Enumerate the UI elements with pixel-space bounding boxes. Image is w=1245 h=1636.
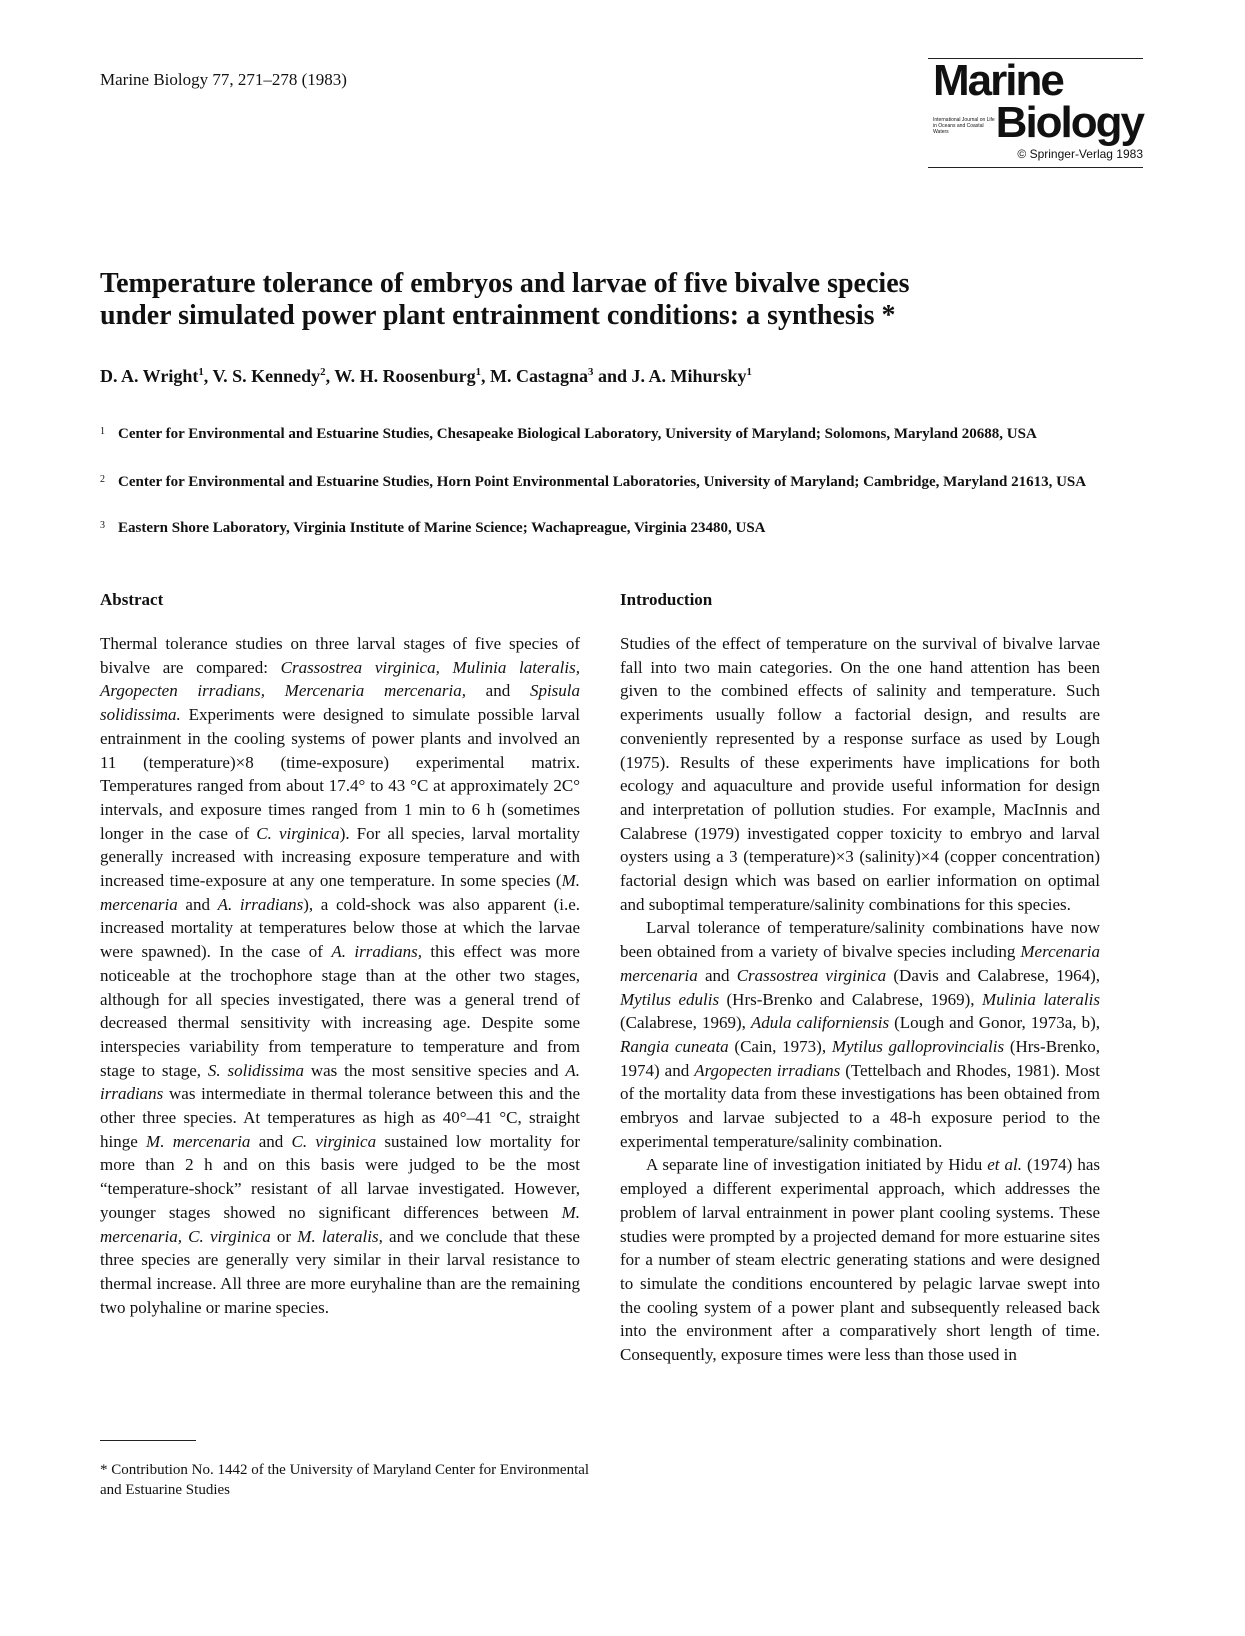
journal-logo xyxy=(928,58,1143,168)
abstract-heading: Abstract xyxy=(100,590,164,609)
affiliation-number: 1 xyxy=(100,426,105,437)
introduction-paragraph: Studies of the effect of temperature on the survival of bivalve larvae fall into two main categories. On the one hand attention has been given to the combined effects of salinity and temperature. Such experiments usually follow a factorial design, and results are conveniently represented by a response surface as used by Lough (1975). Results of these experiments have implications for both ecology and aquaculture and provide useful information for design and interpretation of pollution studies. For example, MacInnis and Calabrese (1979) investigated copper toxicity to embryo and larval oysters using a 3 (temperature)×3 (salinity)×4 (copper concentration) factorial design which was based on earlier information on optimal and suboptimal temperature/salinity combinations for this species. xyxy=(620,634,1100,914)
logo-tagline: International Journal on Life in Oceans and Coastal Waters xyxy=(933,117,995,135)
logo-marine: Marine xyxy=(933,56,1063,105)
affiliation-1 xyxy=(100,424,1140,444)
affiliation-text: Center for Environmental and Estuarine Studies, Chesapeake Biological Laboratory, University of Maryland; Solomons, Maryland 20688, USA xyxy=(118,426,1037,442)
author: J. A. Mihursky xyxy=(631,366,747,386)
abstract-paragraph: Thermal tolerance studies on three larval stages of five species of bivalve are compared: Crassostrea virginica, Mulinia lateralis, Argopecten irradians, Mercenaria mercenaria, and Spisula solidissima. Experiments were designed to simulate possible larval entrainment in the cooling systems of power plants and involved an 11 (temperature)×8 (time-exposure) experimental matrix. Temperatures ranged from about 17.4° to 43 °C at approximately 2C° intervals, and exposure times ranged from 1 min to 6 h (sometimes longer in the case of C. virginica). For all species, larval mortality generally increased with increasing exposure temperature and with increased time-exposure at any one temperature. In some species (M. mercenaria and A. irradians), a cold-shock was also apparent (i.e. increased mortality at temperatures below those at which the larvae were spawned). In the case of A. irradians, this effect was more noticeable at the trochophore stage than at the other two stages, although for all species investigated, there was a general trend of decreased thermal sensitivity with increasing age. Despite some interspecies variability from temperature to temperature and from stage to stage, S. solidissima was the most sensitive species and A. irradians was intermediate in thermal tolerance between this and the other three species. At temperatures as high as 40°–41 °C, straight hinge M. mercenaria and C. virginica sustained low mortality for more than 2 h and on this basis were judged to be the most “temperature-shock” resistant of all larvae investigated. However, younger stages showed no significant differences between M. mercenaria, C. virginica or M. lateralis, and we conclude that these three species are generally very similar in their larval resistance to thermal increase. All three are more euryhaline than are the remaining two polyhaline or marine species. xyxy=(100,634,580,1317)
affiliation-number: 2 xyxy=(100,474,105,485)
title-line-2: under simulated power plant entrainment conditions: a synthesis * xyxy=(100,300,896,331)
author: M. Castagna xyxy=(490,366,589,386)
introduction-paragraph: Larval tolerance of temperature/salinity combinations have now been obtained from a variety of bivalve species including Mercenaria mercenaria and Crassostrea virginica (Davis and Calabrese, 1964), Mytilus edulis (Hrs-Brenko and Calabrese, 1969), Mulinia lateralis (Calabrese, 1969), Adula californiensis (Lough and Gonor, 1973a, b), Rangia cuneata (Cain, 1973), Mytilus galloprovincialis (Hrs-Brenko, 1974) and Argopecten irradians (Tettelbach and Rhodes, 1981). Most of the mortality data from these investigations has been obtained from embryos and larvae subjected to a 48-h exposure period to the experimental temperature/salinity combination. xyxy=(620,918,1101,1151)
footnote-text: Contribution No. 1442 of the University of Maryland Center for Environmental and Estuarine Studies xyxy=(100,1462,590,1498)
footnote xyxy=(100,1460,600,1500)
introduction-body xyxy=(620,632,1100,1367)
author-affil-mark: 1 xyxy=(746,366,752,378)
logo-biology: Biology xyxy=(995,98,1143,147)
introduction-paragraph: A separate line of investigation initiated by Hidu et al. (1974) has employed a different experimental approach, which addresses the problem of larval entrainment in power plant cooling systems. These studies were prompted by a projected demand for more estuarine sites for a number of steam electric generating stations and were designed to simulate the conditions encountered by pelagic larvae swept into the cooling system of a power plant and subsequently released back into the environment after a comparatively short length of time. Consequently, exposure times were less than those used in xyxy=(620,1155,1100,1365)
footnote-mark: * xyxy=(100,1462,108,1478)
abstract-body xyxy=(100,632,580,1319)
logo-bottom-rule xyxy=(928,167,1143,168)
journal-citation: Marine Biology 77, 271–278 (1983) xyxy=(100,70,347,89)
author-affil-mark: 1 xyxy=(198,366,204,378)
author-affil-mark: 2 xyxy=(320,366,326,378)
author: D. A. Wright xyxy=(100,366,199,386)
title-line-1: Temperature tolerance of embryos and larvae of five bivalve species xyxy=(100,268,910,299)
author-affil-mark: 1 xyxy=(475,366,482,378)
affiliation-number: 3 xyxy=(100,520,105,531)
footnote-divider xyxy=(100,1440,196,1441)
introduction-heading: Introduction xyxy=(620,590,713,609)
copyright: © Springer-Verlag 1983 xyxy=(1017,147,1143,161)
affiliation-2 xyxy=(100,472,1140,492)
author: W. H. Roosenburg xyxy=(334,366,476,386)
affiliation-text: Center for Environmental and Estuarine Studies, Horn Point Environmental Laboratories, University of Maryland; Cambridge, Maryland 21613, USA xyxy=(118,474,1087,490)
affiliation-text: Eastern Shore Laboratory, Virginia Institute of Marine Science; Wachapreague, Virginia 23480, USA xyxy=(118,520,766,536)
author-list: D. A. Wright$^1$, V. S. Kennedy$^2$, W. H. Roosenburg$^1$, M. Castagna$^3$ and J. A. Mihursky$^1$ xyxy=(100,366,752,386)
author-affil-mark: 3 xyxy=(588,366,594,378)
author: V. S. Kennedy xyxy=(212,366,321,386)
paper-title xyxy=(100,268,1100,332)
affiliation-3 xyxy=(100,518,1140,538)
